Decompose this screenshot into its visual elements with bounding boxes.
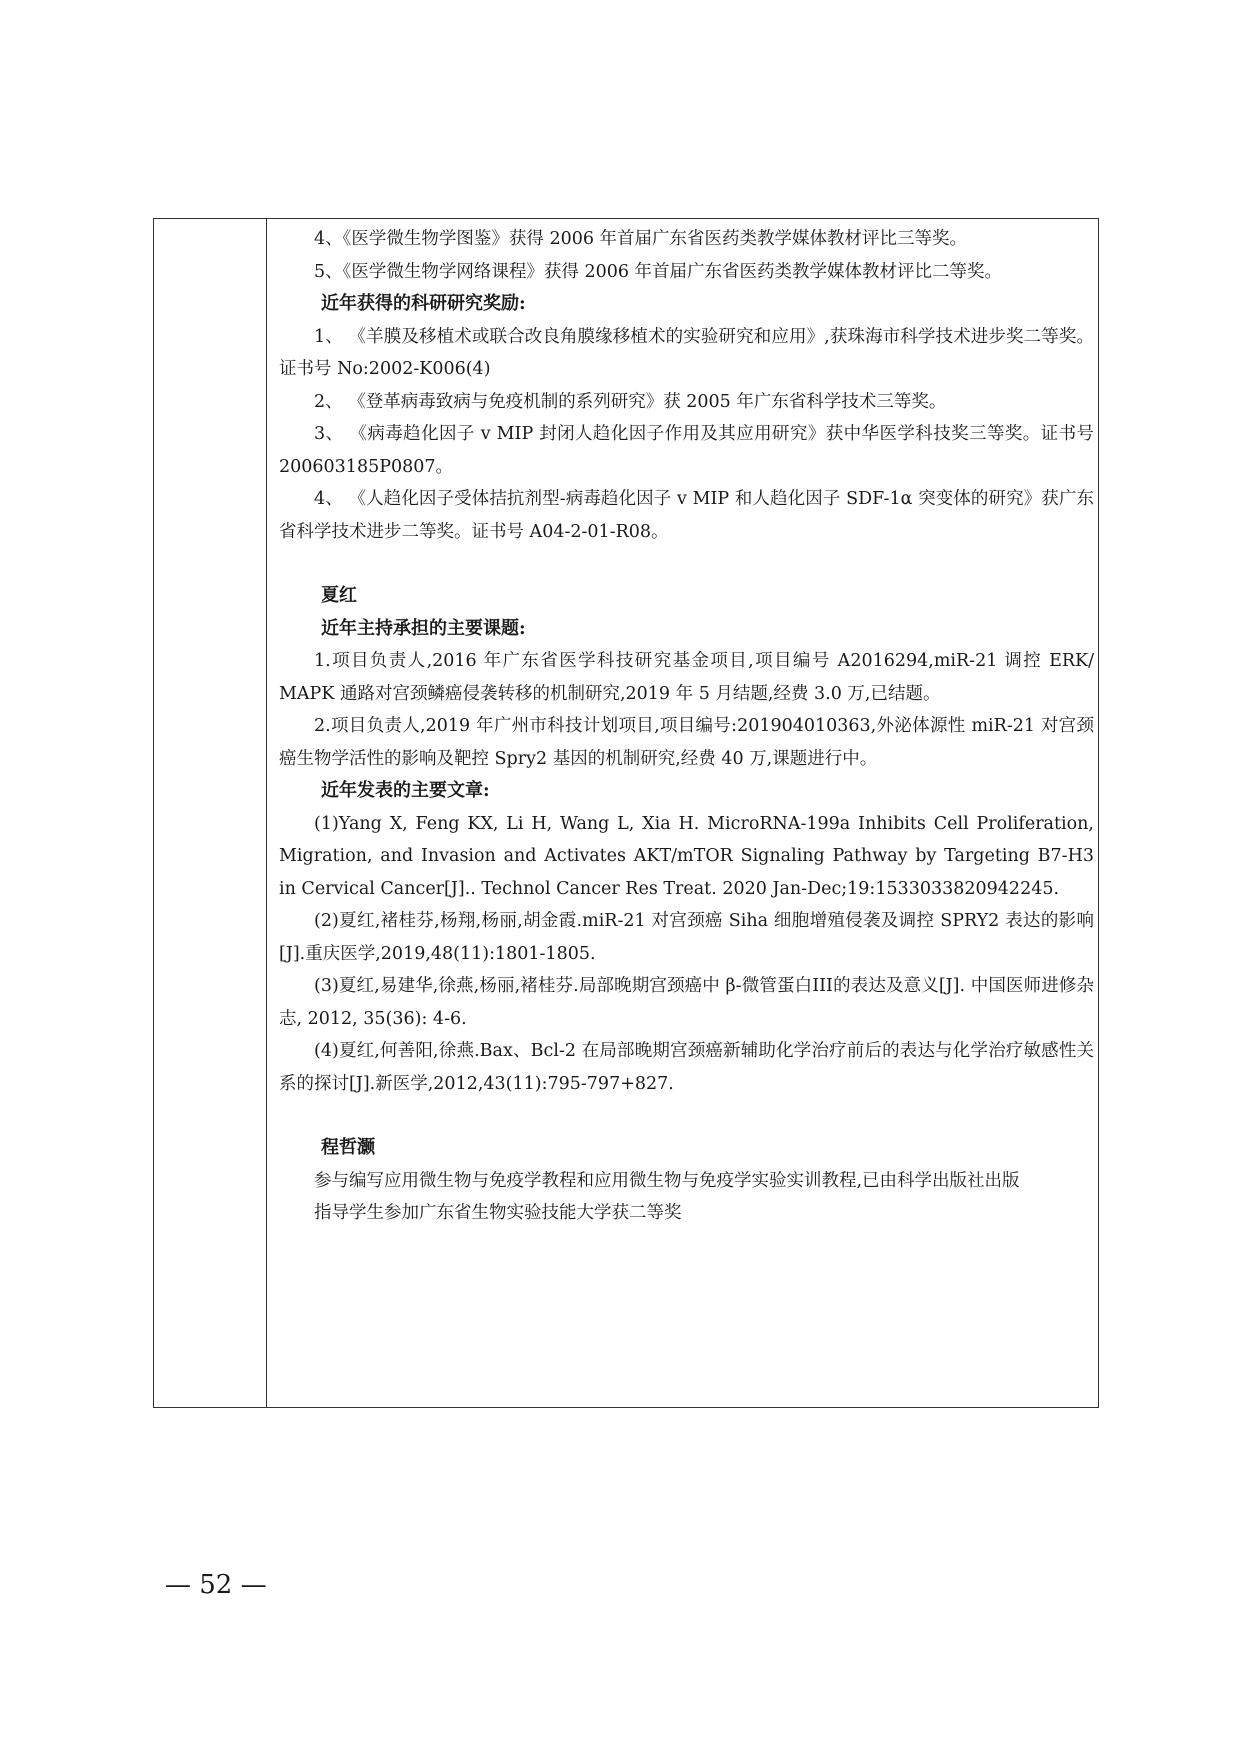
paper-item: (4)夏红,何善阳,徐燕.Bax、Bcl-2 在局部晚期宫颈癌新辅助化学治疗前后的表达与化学治疗敏感性关系的探讨[J].新医学,2012,43(11):795-797+827. — [279, 1041, 1094, 1094]
table-left-column — [154, 219, 267, 1407]
research-award-item: 4、 《人趋化因子受体拮抗剂型-病毒趋化因子 v MIP 和人趋化因子 SDF-1α 突变体的研究》获广东省科学技术进步二等奖。证书号 A04-2-01-R08。 — [279, 489, 1094, 542]
project-item: 1.项目负责人,2016 年广东省医学科技研究基金项目,项目编号 A2016294,miR-21 调控 ERK/ MAPK 通路对宫颈鳞癌侵袭转移的机制研究,2019 年 5 月结题,经费 3.0 万,已结题。 — [279, 651, 1094, 704]
paper-item: (2)夏红,褚桂芬,杨翔,杨丽,胡金霞.miR-21 对宫颈癌 Siha 细胞增殖侵袭及调控 SPRY2 表达的影响[J].重庆医学,2019,48(11):1801-1805. — [279, 911, 1094, 964]
project-item: 2.项目负责人,2019 年广州市科技计划项目,项目编号:201904010363,外泌体源性 miR-21 对宫颈癌生物学活性的影响及靶控 Spry2 基因的机制研究,经费 40 万,课题进行中。 — [279, 716, 1094, 769]
table-content-cell — [279, 219, 1094, 1230]
page-number: — 52 — — [165, 1570, 267, 1600]
person-name-cheng-zheyuan: 程哲灏 — [321, 1137, 375, 1158]
research-award-item: 2、 《登革病毒致病与免疫机制的系列研究》获 2005 年广东省科学技术三等奖。 — [314, 391, 947, 412]
info-table — [153, 218, 1099, 1408]
research-award-item: 3、 《病毒趋化因子 v MIP 封闭人趋化因子作用及其应用研究》获中华医学科技奖三等奖。证书号 200603185P0807。 — [279, 424, 1094, 477]
papers-heading: 近年发表的主要文章: — [321, 780, 490, 801]
research-awards-heading: 近年获得的科研研究奖励: — [321, 293, 526, 314]
person-name-xia-hong: 夏红 — [321, 585, 357, 606]
projects-heading: 近年主持承担的主要课题: — [321, 617, 526, 639]
paper-item: (1)Yang X, Feng KX, Li H, Wang L, Xia H. MicroRNA-199a Inhibits Cell Proliferation, Migration, and Invasion and Activates AKT/mTOR Signaling Pathway by Targeting B7-H3 in Cervical Cancer[J].. Technol Cancer Res Treat. 2020 Jan-Dec;19:1533033820942245. — [279, 813, 1094, 899]
award-item: 4、《医学微生物学图鉴》获得 2006 年首届广东省医药类教学媒体教材评比三等奖。 — [314, 229, 968, 249]
award-item: 5、《医学微生物学网络课程》获得 2006 年首届广东省医药类教学媒体教材评比二等奖。 — [314, 261, 1003, 282]
section-spacer — [279, 1100, 1094, 1132]
paper-item: (3)夏红,易建华,徐燕,杨丽,褚桂芬.局部晚期宫颈癌中 β-微管蛋白III的表达及意义[J]. 中国医师进修杂志, 2012, 35(36): 4-6. — [279, 976, 1094, 1029]
achievement-item: 指导学生参加广东省生物实验技能大学获二等奖 — [314, 1203, 682, 1223]
achievement-item: 参与编写应用微生物与免疫学教程和应用微生物与免疫学实验实训教程,已由科学出版社出版 — [314, 1170, 1020, 1191]
research-award-item: 1、 《羊膜及移植术或联合改良角膜缘移植术的实验研究和应用》,获珠海市科学技术进步奖二等奖。证书号 No:2002-K006(4) — [279, 326, 1094, 379]
section-spacer — [279, 548, 1094, 580]
